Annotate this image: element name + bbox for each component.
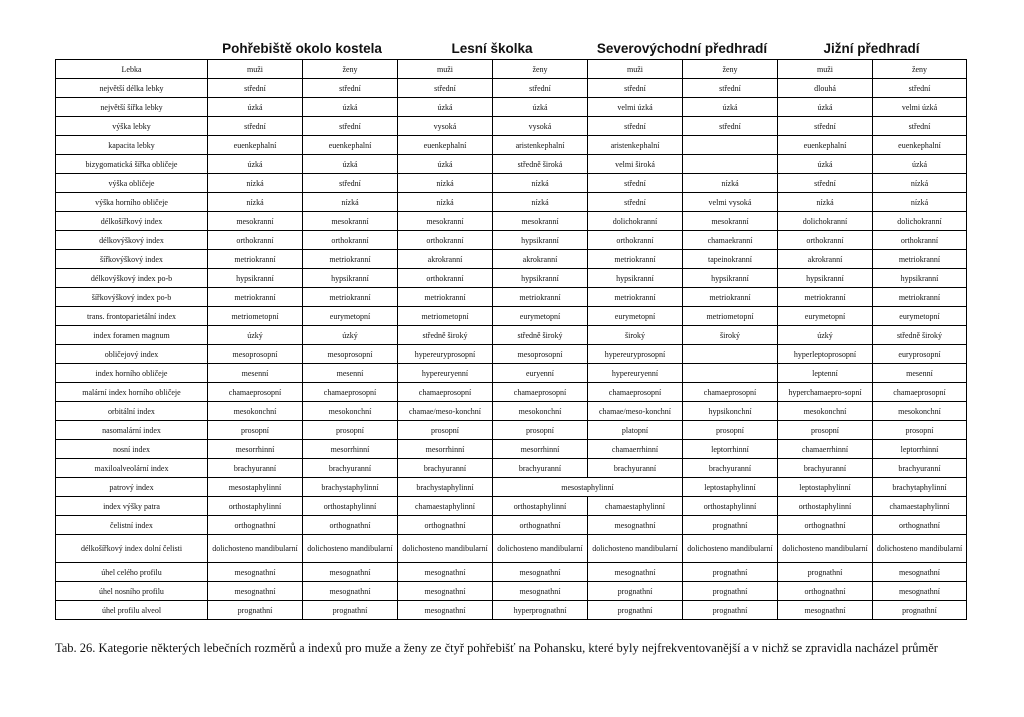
- table-cell: orthokranní: [398, 269, 493, 288]
- table-cell: platopní: [588, 421, 683, 440]
- table-cell: prognathní: [683, 516, 778, 535]
- table-cell: úzká: [398, 155, 493, 174]
- table-cell: nízká: [208, 174, 303, 193]
- row-label: bizygomatická šířka obličeje: [56, 155, 208, 174]
- table-cell: brachyuranní: [778, 459, 873, 478]
- table-cell: střední: [493, 79, 588, 98]
- table-row: [56, 326, 967, 345]
- table-cell: hypsikranní: [493, 269, 588, 288]
- table-cell: mesoprosopní: [303, 345, 398, 364]
- table-cell: prognathní: [778, 563, 873, 582]
- table-cell: mesorrhinní: [493, 440, 588, 459]
- table-cell: chamaestaphylinní: [588, 497, 683, 516]
- table-cell: leptorrhinní: [683, 440, 778, 459]
- group-header: Lesní školka: [451, 40, 533, 56]
- table-cell: úzký: [208, 326, 303, 345]
- table-row: [56, 459, 967, 478]
- table-cell: prosopní: [398, 421, 493, 440]
- table-cell: metriokranní: [208, 250, 303, 269]
- table-cell: chamaeprosopní: [303, 383, 398, 402]
- table-cell: euenkephalní: [208, 136, 303, 155]
- table-cell: dolichosteno mandibularní: [208, 535, 303, 563]
- table-cell: prognathní: [588, 582, 683, 601]
- row-label: index horního obličeje: [56, 364, 208, 383]
- header-cell-sex: muži: [208, 60, 303, 79]
- table-cell: střední: [873, 79, 967, 98]
- table-cell: mesognathní: [398, 601, 493, 620]
- table-cell: mesoprosopní: [493, 345, 588, 364]
- table-cell: akrokranní: [398, 250, 493, 269]
- table-cell: brachystaphylinní: [303, 478, 398, 497]
- table-cell: orthokranní: [873, 231, 967, 250]
- skull-categories-table: [55, 59, 967, 620]
- table-cell: střední: [778, 174, 873, 193]
- table-cell: hypsikranní: [303, 269, 398, 288]
- table-cell: hypsikranní: [493, 231, 588, 250]
- table-cell: hypsikranní: [683, 269, 778, 288]
- table-cell: orthostaphylinní: [303, 497, 398, 516]
- row-label: kapacita lebky: [56, 136, 208, 155]
- table-cell: úzký: [303, 326, 398, 345]
- table-cell: hypereuryenní: [588, 364, 683, 383]
- table-cell: úzká: [683, 98, 778, 117]
- table-cell: chamaeprosopní: [398, 383, 493, 402]
- table-row: [56, 563, 967, 582]
- table-cell: eurymetopní: [588, 307, 683, 326]
- table-cell: leptostaphylinní: [683, 478, 778, 497]
- table-row: [56, 212, 967, 231]
- table-cell: brachyuranní: [493, 459, 588, 478]
- table-cell: mesenní: [303, 364, 398, 383]
- table-cell: úzká: [208, 98, 303, 117]
- table-cell: prognathní: [683, 582, 778, 601]
- table-cell: brachytaphylinní: [873, 478, 967, 497]
- table-cell: mesoprosopní: [208, 345, 303, 364]
- table-cell: velmi úzká: [588, 98, 683, 117]
- table-row: [56, 440, 967, 459]
- table-cell: leptostaphylinní: [778, 478, 873, 497]
- table-cell: mesenní: [208, 364, 303, 383]
- table-cell: velmi úzká: [873, 98, 967, 117]
- table-cell: dolichokranní: [873, 212, 967, 231]
- table-cell: střední: [873, 117, 967, 136]
- table-cell: euenkephalní: [398, 136, 493, 155]
- table-cell: brachyuranní: [683, 459, 778, 478]
- table-cell: středně široký: [493, 326, 588, 345]
- table-cell: prognathní: [873, 601, 967, 620]
- table-cell: leptorrhinní: [873, 440, 967, 459]
- table-cell: chamaeprosopní: [683, 383, 778, 402]
- row-label: šířkovýškový index: [56, 250, 208, 269]
- table-row: [56, 516, 967, 535]
- table-cell: dolichokranní: [778, 212, 873, 231]
- table-cell: nízká: [303, 193, 398, 212]
- table-cell: střední: [683, 79, 778, 98]
- table-body: [56, 60, 967, 620]
- table-row: [56, 402, 967, 421]
- table-cell: mesognathní: [208, 563, 303, 582]
- header-cell-label: Lebka: [56, 60, 208, 79]
- row-label: malární index horního obličeje: [56, 383, 208, 402]
- row-label: výška lebky: [56, 117, 208, 136]
- table-cell: prosopní: [873, 421, 967, 440]
- table-cell: mesokonchní: [303, 402, 398, 421]
- row-label: výška obličeje: [56, 174, 208, 193]
- table-cell: eurymetopní: [873, 307, 967, 326]
- table-cell: prognathní: [683, 601, 778, 620]
- row-label: délkovýškový index po-b: [56, 269, 208, 288]
- table-cell: střední: [208, 117, 303, 136]
- table-cell: chamaerrhinní: [778, 440, 873, 459]
- table-cell: brachyuranní: [303, 459, 398, 478]
- table-cell: úzký: [778, 326, 873, 345]
- table-cell: [683, 155, 778, 174]
- table-cell: hypsikranní: [778, 269, 873, 288]
- table-cell: mesenní: [873, 364, 967, 383]
- header-cell-sex: ženy: [873, 60, 967, 79]
- table-cell: prosopní: [683, 421, 778, 440]
- table-cell: aristenkephalní: [588, 136, 683, 155]
- row-label: výška horního obličeje: [56, 193, 208, 212]
- table-cell: střední: [588, 193, 683, 212]
- table-header-row: [56, 60, 967, 79]
- table-row: [56, 98, 967, 117]
- table-cell: metriokranní: [778, 288, 873, 307]
- row-label: úhel celého profilu: [56, 563, 208, 582]
- table-row: [56, 478, 967, 497]
- table-cell: prognathní: [588, 601, 683, 620]
- table-cell: dolichokranní: [588, 212, 683, 231]
- table-cell: střední: [398, 79, 493, 98]
- group-spacer: [55, 37, 207, 59]
- row-label: úhel nosního profilu: [56, 582, 208, 601]
- table-row: [56, 582, 967, 601]
- table-cell: orthostaphylinní: [683, 497, 778, 516]
- table-cell: mesognathní: [588, 563, 683, 582]
- table-row: [56, 288, 967, 307]
- table-cell: orthostaphylinní: [208, 497, 303, 516]
- table-cell: úzká: [208, 155, 303, 174]
- table-cell: úzká: [398, 98, 493, 117]
- table-cell: hypereuryprosopní: [398, 345, 493, 364]
- table-row: [56, 364, 967, 383]
- table-cell: metriokranní: [303, 288, 398, 307]
- table-cell: chamae/meso-konchní: [588, 402, 683, 421]
- table-cell: mesorrhinní: [303, 440, 398, 459]
- table-cell: mesokonchní: [493, 402, 588, 421]
- table-cell: dolichosteno mandibularní: [588, 535, 683, 563]
- table-cell: mesorrhinní: [208, 440, 303, 459]
- group-header: Pohřebiště okolo kostela: [222, 40, 382, 56]
- table-row: [56, 601, 967, 620]
- table-cell: mesokonchní: [873, 402, 967, 421]
- row-label: úhel profilu alveol: [56, 601, 208, 620]
- table-cell: nízká: [208, 193, 303, 212]
- table-cell: široký: [683, 326, 778, 345]
- row-label: orbitální index: [56, 402, 208, 421]
- table-cell: prosopní: [778, 421, 873, 440]
- table-cell: mesognathní: [303, 582, 398, 601]
- table-cell: hyperchamaepro-sopní: [778, 383, 873, 402]
- table-cell: prosopní: [493, 421, 588, 440]
- row-label: maxiloalveolární index: [56, 459, 208, 478]
- row-label: index foramen magnum: [56, 326, 208, 345]
- table-cell: orthognathní: [208, 516, 303, 535]
- table-cell: hyperleptoprosopní: [778, 345, 873, 364]
- table-cell: mesognathní: [208, 582, 303, 601]
- table-cell: brachyuranní: [873, 459, 967, 478]
- row-label: index výšky patra: [56, 497, 208, 516]
- table-cell: vysoká: [493, 117, 588, 136]
- table-row: [56, 250, 967, 269]
- table-cell: mesokonchní: [778, 402, 873, 421]
- table-caption: Tab. 26. Kategorie některých lebečních rozměrů a indexů pro muže a ženy ze čtyř pohřebišť na Pohansku, které byly nejfrekventovanější a v nichž se zpravidla nacházel průměr: [55, 641, 938, 655]
- table-cell: mesokranní: [398, 212, 493, 231]
- header-cell-sex: ženy: [683, 60, 778, 79]
- table-cell: střední: [303, 174, 398, 193]
- table-row: [56, 345, 967, 364]
- table-cell: akrokranní: [778, 250, 873, 269]
- header-cell-sex: muži: [398, 60, 493, 79]
- table-cell: brachystaphylinní: [398, 478, 493, 497]
- table-cell: mesokranní: [493, 212, 588, 231]
- table-cell: akrokranní: [493, 250, 588, 269]
- table-row: [56, 535, 967, 563]
- table-cell: mesostaphylinní: [208, 478, 303, 497]
- table-cell: metriometopní: [398, 307, 493, 326]
- table-cell: mesognathní: [588, 516, 683, 535]
- table-cell: euenkephalní: [778, 136, 873, 155]
- table-row: [56, 79, 967, 98]
- table-cell: dolichosteno mandibularní: [493, 535, 588, 563]
- table-cell: dolichosteno mandibularní: [303, 535, 398, 563]
- table-cell: mesognathní: [398, 563, 493, 582]
- table-cell: metriokranní: [303, 250, 398, 269]
- table-cell: chamaestaphylinní: [873, 497, 967, 516]
- table-cell: nízká: [493, 193, 588, 212]
- table-row: [56, 193, 967, 212]
- table-cell: prosopní: [303, 421, 398, 440]
- table-cell: [683, 136, 778, 155]
- table-cell: orthostaphylinní: [778, 497, 873, 516]
- header-cell-sex: ženy: [303, 60, 398, 79]
- row-label: nosní index: [56, 440, 208, 459]
- row-label: délkovýškový index: [56, 231, 208, 250]
- group-header: Severovýchodní předhradí: [596, 40, 768, 56]
- table-cell: úzká: [303, 155, 398, 174]
- row-label: patrový index: [56, 478, 208, 497]
- table-cell: mesognathní: [493, 582, 588, 601]
- table-cell: hypereuryenní: [398, 364, 493, 383]
- table-cell: orthokranní: [303, 231, 398, 250]
- row-label: největší šířka lebky: [56, 98, 208, 117]
- table-cell: euryenní: [493, 364, 588, 383]
- table-cell: brachyuranní: [588, 459, 683, 478]
- table-cell: orthognathní: [873, 516, 967, 535]
- table-cell: nízká: [493, 174, 588, 193]
- table-cell: dlouhá: [778, 79, 873, 98]
- table-cell: orthostaphylinní: [493, 497, 588, 516]
- table-row: [56, 421, 967, 440]
- table-cell: metriometopní: [208, 307, 303, 326]
- table-cell: metriokranní: [588, 250, 683, 269]
- row-label: největší délka lebky: [56, 79, 208, 98]
- table-cell: hyperprognathní: [493, 601, 588, 620]
- table-cell: metriometopní: [683, 307, 778, 326]
- table-cell: orthognathní: [778, 582, 873, 601]
- table-cell: chamaeprosopní: [588, 383, 683, 402]
- table-row: [56, 307, 967, 326]
- table-cell: hypsikonchní: [683, 402, 778, 421]
- table-cell: prognathní: [683, 563, 778, 582]
- table-cell: chamaerrhinní: [588, 440, 683, 459]
- table-cell: střední: [588, 117, 683, 136]
- table-row: [56, 174, 967, 193]
- table-cell: chamaeprosopní: [493, 383, 588, 402]
- table-cell: nízká: [778, 193, 873, 212]
- table-cell: euenkephalní: [873, 136, 967, 155]
- table-cell: hypsikranní: [873, 269, 967, 288]
- table-cell: metriokranní: [588, 288, 683, 307]
- table-cell: nízká: [398, 174, 493, 193]
- table-cell: velmi široká: [588, 155, 683, 174]
- table-cell: hypereuryprosopní: [588, 345, 683, 364]
- table-cell: hypsikranní: [208, 269, 303, 288]
- table-cell: střední: [683, 117, 778, 136]
- table-row: [56, 117, 967, 136]
- row-label: obličejový index: [56, 345, 208, 364]
- table-cell: eurymetopní: [778, 307, 873, 326]
- table-cell: brachyuranní: [398, 459, 493, 478]
- table-cell: orthognathní: [398, 516, 493, 535]
- table-cell: nízká: [873, 193, 967, 212]
- table-cell: prosopní: [208, 421, 303, 440]
- table-cell: mesokranní: [683, 212, 778, 231]
- table-cell: středně široký: [873, 326, 967, 345]
- table-cell: mesorrhinní: [398, 440, 493, 459]
- table-cell: dolichosteno mandibularní: [873, 535, 967, 563]
- table-cell: leptenní: [778, 364, 873, 383]
- table-cell: nízká: [398, 193, 493, 212]
- table-row: [56, 497, 967, 516]
- table-row: [56, 155, 967, 174]
- table-cell: úzká: [778, 98, 873, 117]
- table-cell: orthognathní: [493, 516, 588, 535]
- table-cell: střední: [588, 79, 683, 98]
- table-cell: [683, 364, 778, 383]
- table-cell: nízká: [873, 174, 967, 193]
- table-cell: střední: [303, 117, 398, 136]
- table-cell: mesokranní: [303, 212, 398, 231]
- group-header: Jižní předhradí: [823, 40, 920, 56]
- table-cell: chamaestaphylinní: [398, 497, 493, 516]
- row-label: nasomalární index: [56, 421, 208, 440]
- table-cell: orthokranní: [588, 231, 683, 250]
- table-cell: úzká: [778, 155, 873, 174]
- table-cell: vysoká: [398, 117, 493, 136]
- table-cell: metriokranní: [493, 288, 588, 307]
- table-cell: eurymetopní: [493, 307, 588, 326]
- table-cell: velmi vysoká: [683, 193, 778, 212]
- table-cell: brachyuranní: [208, 459, 303, 478]
- table-cell: orthokranní: [398, 231, 493, 250]
- table-cell: mesognathní: [778, 601, 873, 620]
- row-label: šířkovýškový index po-b: [56, 288, 208, 307]
- table-cell: mesognathní: [303, 563, 398, 582]
- table-row: [56, 231, 967, 250]
- table-cell: chamaekranní: [683, 231, 778, 250]
- group-header-row: [55, 37, 966, 59]
- table-cell: mesokranní: [208, 212, 303, 231]
- table-cell: euryprosopní: [873, 345, 967, 364]
- row-label: délkošířkový index: [56, 212, 208, 231]
- table-cell: středně široká: [493, 155, 588, 174]
- table-cell: střední: [588, 174, 683, 193]
- table-cell: dolichosteno mandibularní: [398, 535, 493, 563]
- header-cell-sex: ženy: [493, 60, 588, 79]
- table-cell: metriokranní: [208, 288, 303, 307]
- table-cell: mesostaphylinní: [493, 478, 683, 497]
- row-label: trans. frontoparietální index: [56, 307, 208, 326]
- table-cell: středně široký: [398, 326, 493, 345]
- table-cell: úzká: [493, 98, 588, 117]
- header-cell-sex: muži: [588, 60, 683, 79]
- table-cell: orthokranní: [208, 231, 303, 250]
- table-cell: střední: [303, 79, 398, 98]
- table-cell: metriokranní: [873, 288, 967, 307]
- table-cell: metriokranní: [873, 250, 967, 269]
- table-cell: úzká: [873, 155, 967, 174]
- table-cell: eurymetopní: [303, 307, 398, 326]
- table-cell: chamae/meso-konchní: [398, 402, 493, 421]
- table-cell: mesognathní: [873, 563, 967, 582]
- table-cell: orthognathní: [778, 516, 873, 535]
- table-cell: mesognathní: [873, 582, 967, 601]
- table-cell: metriokranní: [683, 288, 778, 307]
- table-cell: hypsikranní: [588, 269, 683, 288]
- table-cell: chamaeprosopní: [208, 383, 303, 402]
- table-cell: prognathní: [303, 601, 398, 620]
- table-cell: chamaeprosopní: [873, 383, 967, 402]
- row-label: délkošířkový index dolní čelisti: [56, 535, 208, 563]
- header-cell-sex: muži: [778, 60, 873, 79]
- table-cell: metriokranní: [398, 288, 493, 307]
- table-cell: orthokranní: [778, 231, 873, 250]
- table-cell: střední: [778, 117, 873, 136]
- table-cell: [683, 345, 778, 364]
- table-cell: dolichosteno mandibularní: [778, 535, 873, 563]
- table-cell: aristenkephalní: [493, 136, 588, 155]
- table-cell: střední: [208, 79, 303, 98]
- table-row: [56, 383, 967, 402]
- table-row: [56, 136, 967, 155]
- table-row: [56, 269, 967, 288]
- table-cell: prognathní: [208, 601, 303, 620]
- table-cell: mesognathní: [493, 563, 588, 582]
- table-cell: mesokonchní: [208, 402, 303, 421]
- table-cell: orthognathní: [303, 516, 398, 535]
- table-cell: úzká: [303, 98, 398, 117]
- table-cell: nízká: [683, 174, 778, 193]
- table-cell: tapeinokranní: [683, 250, 778, 269]
- table-cell: mesognathní: [398, 582, 493, 601]
- table-cell: dolichosteno mandibularní: [683, 535, 778, 563]
- row-label: čelistní index: [56, 516, 208, 535]
- table-cell: široký: [588, 326, 683, 345]
- table-cell: euenkephalní: [303, 136, 398, 155]
